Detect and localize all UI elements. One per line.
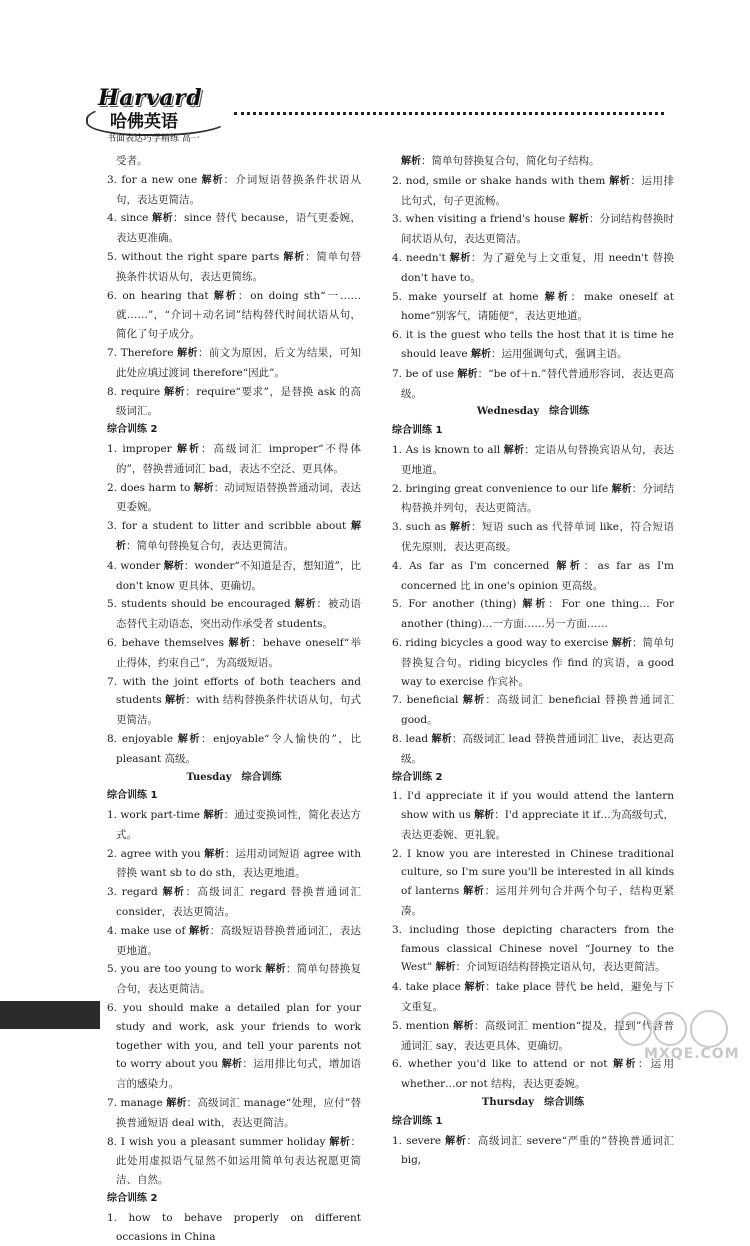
section-heading: 综合训练 2 bbox=[392, 771, 443, 783]
analysis-text: ：with 结构替换条件状语从句，句式更简洁。 bbox=[116, 694, 362, 727]
analysis-label: 解析 bbox=[177, 443, 202, 455]
section-heading: 综合训练 1 bbox=[392, 1115, 443, 1127]
answer-item bbox=[392, 557, 674, 596]
answer-item bbox=[392, 172, 674, 211]
answer-item bbox=[107, 1209, 361, 1246]
analysis-label: 解析 bbox=[329, 1136, 351, 1148]
answer-text: 6. it is the guest who tells the host that it is time he should leave bbox=[392, 329, 674, 360]
analysis-text: ：被动语态替代主动语态，突出动作承受者 students。 bbox=[116, 598, 362, 631]
analysis-label: 解析 bbox=[613, 1059, 638, 1071]
answer-item bbox=[392, 787, 674, 844]
answer-text: 6. on hearing that bbox=[107, 289, 214, 302]
analysis-text: ：简单句替换条件状语从句，表达更简练。 bbox=[116, 250, 362, 283]
answer-text: 2. bringing great convenience to our life bbox=[392, 482, 612, 495]
logo-chinese: 哈佛英语 bbox=[110, 112, 178, 132]
analysis-text: ：分词结构替换并列句，表达更简洁。 bbox=[401, 482, 674, 515]
analysis-label: 解析 bbox=[283, 251, 306, 263]
answer-item bbox=[107, 730, 361, 769]
analysis-text: ：高级词汇 manage“处理，应付”替换普通短语 deal with，表达更简洁。 bbox=[116, 1097, 362, 1129]
answer-text: 1. work part-time bbox=[107, 809, 204, 822]
analysis-label: 解析 bbox=[213, 290, 238, 302]
analysis-text: ：介词短语结构替换定语从句，表达更简洁。 bbox=[455, 961, 666, 974]
analysis-text: ：运用并列句合并两个句子，结构更紧凑。 bbox=[401, 885, 675, 918]
answer-text: 5. For another (thing) bbox=[392, 598, 523, 611]
answer-item bbox=[107, 344, 361, 383]
analysis-text: ：I'd appreciate it if…为高级句式，表达更委婉、更礼貌。 bbox=[401, 809, 675, 841]
answer-text: 2. nod, smile or shake hands with them bbox=[392, 174, 610, 187]
answer-text: 4. since bbox=[107, 212, 153, 225]
answer-text: 7. be of use bbox=[392, 367, 458, 380]
analysis-text: ：高级词汇 lead 替换普通词汇 live，表达更高级。 bbox=[401, 732, 675, 765]
analysis-label: 解析 bbox=[611, 483, 632, 495]
answer-item bbox=[107, 999, 361, 1094]
analysis-label: 解析 bbox=[431, 733, 452, 745]
answer-item bbox=[392, 845, 674, 921]
analysis-label: 解析 bbox=[189, 925, 210, 937]
header-dotted-rule bbox=[234, 112, 664, 115]
answer-item bbox=[107, 248, 361, 287]
answer-text: 7. with the joint efforts of both teachers and students bbox=[107, 675, 361, 707]
analysis-label: 解析 bbox=[163, 560, 184, 572]
answer-item bbox=[107, 673, 361, 730]
analysis-label: 解析 bbox=[470, 348, 491, 360]
section-heading: 综合训练 1 bbox=[107, 790, 158, 802]
analysis-label: 解析 bbox=[609, 175, 631, 187]
analysis-label: 解析 bbox=[464, 982, 486, 994]
logo-subtitle: 书面表达巧学精练 高一 bbox=[107, 134, 200, 144]
analysis-text: ：wonder“不知道是否，想知道”，比 don't know 更具体、更确切。 bbox=[116, 559, 361, 592]
answer-text: 1. As is known to all bbox=[392, 443, 504, 456]
answer-item bbox=[392, 480, 674, 519]
answer-text: 4. needn't bbox=[392, 251, 450, 264]
analysis-label: 解析 bbox=[165, 695, 186, 707]
answer-text: 4. make use of bbox=[107, 924, 190, 937]
analysis-label: 解析 bbox=[193, 482, 214, 494]
analysis-text: ：behave oneself“举止得体，约束自己”，为高级短语。 bbox=[116, 636, 361, 669]
day-heading: Wednesday 综合训练 bbox=[476, 406, 590, 418]
answer-text: 8. require bbox=[107, 385, 165, 398]
answer-item bbox=[392, 921, 674, 978]
answer-item bbox=[107, 595, 361, 634]
analysis-label: 解析 bbox=[544, 291, 571, 303]
analysis-label: 解析 bbox=[401, 156, 421, 167]
analysis-text: ：on doing sth“一……就……”，“介词＋动名词”结构替代时间状语从句，简化了句子成分。 bbox=[116, 289, 362, 341]
analysis-text: ：通过变换词性，简化表达方式。 bbox=[116, 809, 362, 841]
analysis-label: 解析 bbox=[522, 599, 549, 611]
analysis-text: ：“be of＋n.”替代普通形容词，表达更高级。 bbox=[401, 367, 674, 400]
answer-item bbox=[107, 517, 361, 557]
answer-text: 4. As far as I'm concerned bbox=[392, 559, 557, 572]
analysis-label: 解析 bbox=[152, 213, 174, 225]
answer-item bbox=[392, 691, 674, 730]
analysis-label: 解析 bbox=[449, 522, 471, 534]
analysis-text: ：enjoyable“令人愉快的”，比 pleasant 高级。 bbox=[116, 732, 362, 765]
answer-item bbox=[107, 287, 361, 344]
analysis-text: ：since 替代 because，语气更委婉，表达更准确。 bbox=[116, 212, 361, 245]
answer-text: 5. you are too young to work bbox=[107, 963, 266, 976]
analysis-text: ：分词结构替换时间状语从句，表达更简洁。 bbox=[401, 213, 674, 246]
answer-item bbox=[392, 595, 674, 634]
analysis-label: 解析 bbox=[445, 1135, 467, 1147]
answer-text: 7. Therefore bbox=[107, 346, 178, 359]
analysis-text: ：make oneself at home“别客气，请随便”，表达更地道。 bbox=[401, 290, 675, 323]
analysis-text: ：as far as I'm concerned 比 in one's opinion 更高级。 bbox=[401, 559, 675, 592]
analysis-text: ：运用强调句式，强调主语。 bbox=[490, 347, 628, 360]
analysis-text: ：运用排比句式，句子更流畅。 bbox=[401, 174, 675, 207]
answer-text: 1. improper bbox=[107, 442, 178, 455]
analysis-label: 解析 bbox=[162, 887, 186, 899]
answer-item bbox=[392, 634, 674, 691]
answer-text: 8. lead bbox=[392, 732, 432, 745]
answer-item bbox=[107, 1133, 361, 1190]
analysis-label: 解析 bbox=[503, 444, 525, 456]
answer-text: 3. for a student to litter and scribble about bbox=[107, 520, 351, 533]
analysis-text: ：高级词汇 improper“不得体的”，替换普通词汇 bad，表达不空泛、更具体。 bbox=[116, 442, 361, 475]
answer-text: 2. agree with you bbox=[107, 847, 205, 860]
analysis-label: 解析 bbox=[204, 848, 225, 860]
answer-text: 7. manage bbox=[107, 1097, 167, 1110]
answer-item bbox=[107, 1094, 361, 1133]
logo-english: Harvard bbox=[98, 85, 203, 111]
analysis-text: ：简单句替换复合句。riding bicycles 作 find 的宾语，a good way to exercise 作宾补。 bbox=[401, 636, 675, 688]
section-heading: 综合训练 2 bbox=[107, 424, 158, 436]
answer-item bbox=[107, 634, 361, 673]
answer-text: 6. behave themselves bbox=[107, 636, 229, 649]
answer-text: 6. riding bicycles a good way to exercise bbox=[392, 636, 612, 649]
answer-text: 6. you should make a detailed plan for your study and work, ask your friends to work together with you, and tell your parents not to worry about you bbox=[107, 1002, 361, 1071]
answer-text: 1. severe bbox=[392, 1134, 446, 1147]
answer-item bbox=[107, 383, 361, 422]
answer-item bbox=[392, 518, 674, 557]
answer-item bbox=[107, 171, 361, 210]
analysis-label: 解析 bbox=[177, 347, 198, 359]
answer-text: 2. does harm to bbox=[107, 481, 194, 494]
analysis-label: 解析 bbox=[228, 637, 252, 649]
analysis-text: ：简单句替换复合句，简化句子结构。 bbox=[421, 155, 600, 167]
analysis-label: 解析 bbox=[265, 964, 286, 976]
answer-text: 3. such as bbox=[392, 521, 450, 534]
answer-text: 3. when visiting a friend's house bbox=[392, 213, 569, 226]
answer-item bbox=[392, 288, 674, 327]
answer-item bbox=[107, 883, 361, 922]
answer-text: 3. for a new one bbox=[107, 173, 202, 186]
answer-text: 4. wonder bbox=[107, 559, 164, 572]
analysis-text: ：require“要求”，是替换 ask 的高级词汇。 bbox=[116, 385, 361, 418]
section-heading: 综合训练 1 bbox=[392, 425, 443, 437]
answer-item bbox=[392, 441, 674, 480]
answer-item bbox=[107, 922, 361, 961]
analysis-text: ：前文为原因，后文为结果，可知此处应填过渡词 therefore“因此”。 bbox=[116, 346, 361, 379]
answer-text: 1. I'd appreciate it if you would attend the lantern show with us bbox=[392, 790, 674, 822]
analysis-text: ：高级词汇 beneficial 替换普通词汇 good。 bbox=[401, 694, 675, 727]
analysis-label: 解析 bbox=[177, 733, 202, 745]
analysis-label: 解析 bbox=[221, 1059, 243, 1071]
answer-text: 5. make yourself at home bbox=[392, 290, 545, 303]
answer-item bbox=[392, 326, 674, 365]
analysis-text: ：动词短语替换普通动词，表达更委婉。 bbox=[116, 481, 362, 514]
analysis-label: 解析 bbox=[463, 886, 485, 898]
answer-text: 5. students should be encouraged bbox=[107, 598, 295, 611]
answer-text: 8. enjoyable bbox=[107, 732, 178, 745]
analysis-label: 解析 bbox=[474, 810, 495, 822]
analysis-text: ：介词短语替换条件状语从句，表达更简洁。 bbox=[116, 173, 361, 206]
answer-text: 6. whether you'd like to attend or not bbox=[392, 1058, 614, 1071]
analysis-label: 解析 bbox=[611, 637, 632, 649]
answer-text: 5. mention bbox=[392, 1019, 454, 1032]
analysis-text: ：运用动词短语 agree with 替换 want sb to do sth，表达更地道。 bbox=[116, 847, 362, 880]
answer-text: 1. how to behave properly on different occasions in China bbox=[107, 1211, 361, 1243]
answer-text: 2. I know you are interested in Chinese traditional culture, so I'm sure you'll be interested in all kinds of lanterns bbox=[392, 847, 674, 898]
answer-item bbox=[392, 249, 674, 288]
analysis-text: ：take place 替代 be held，避免与下文重复。 bbox=[401, 981, 674, 1014]
corner-bar bbox=[0, 1001, 100, 1029]
day-heading: Thursday 综合训练 bbox=[481, 1097, 585, 1109]
section-heading: 综合训练 2 bbox=[107, 1193, 158, 1205]
watermark-logo bbox=[608, 1010, 743, 1071]
analysis-text: ：高级词汇 mention“提及，提到”代替普通词汇 say，表达更具体、更确切。 bbox=[401, 1019, 675, 1052]
answer-item bbox=[392, 365, 674, 404]
analysis-text: ：此处用虚拟语气显然不如运用简单句表达祝愿更简洁、自然。 bbox=[116, 1135, 361, 1187]
analysis-text: ：简单句替换复合句，表达更简洁。 bbox=[126, 539, 294, 552]
analysis-label: 解析 bbox=[294, 599, 317, 611]
answer-item bbox=[107, 960, 361, 999]
answer-item: 受者。 bbox=[116, 155, 148, 167]
answer-text: 3. including those depicting characters from the famous classical Chinese novel “Journey to the West” bbox=[392, 923, 674, 974]
analysis-text: ：For one thing… For another (thing)…一方面……另一方面…… bbox=[401, 598, 674, 631]
analysis-text: ：运用排比句式，增加语言的感染力。 bbox=[116, 1058, 362, 1091]
analysis-label: 解析 bbox=[166, 1098, 187, 1110]
day-heading: Tuesday 综合训练 bbox=[186, 771, 282, 783]
analysis-label: 解析 bbox=[116, 521, 361, 552]
analysis-label: 解析 bbox=[164, 386, 186, 398]
analysis-text: ：高级词汇 severe“严重的”替换普通词汇 big, bbox=[401, 1134, 675, 1167]
analysis-text: ：定语从句替换宾语从句，表达更地道。 bbox=[401, 443, 675, 476]
answer-item bbox=[392, 210, 674, 249]
left-column bbox=[107, 152, 361, 1246]
analysis-label: 解析 bbox=[457, 368, 478, 380]
analysis-label: 解析 bbox=[556, 560, 584, 572]
analysis-text: ：运用 whether…or not 结构，表达更委婉。 bbox=[401, 1058, 675, 1091]
answer-text: 4. take place bbox=[392, 981, 465, 994]
analysis-label: 解析 bbox=[203, 810, 224, 822]
analysis-text: ：高级短语替换普通词汇，表达更地道。 bbox=[116, 924, 362, 957]
answer-text: 8. I wish you a pleasant summer holiday bbox=[107, 1135, 330, 1148]
answer-text: 5. without the right spare parts bbox=[107, 250, 284, 263]
answer-item bbox=[107, 209, 361, 248]
answer-item bbox=[392, 730, 674, 769]
analysis-text: ：简单句替换复合句，表达更简洁。 bbox=[116, 963, 362, 996]
answer-text: 7. beneficial bbox=[392, 694, 463, 707]
answer-item bbox=[107, 479, 361, 518]
analysis-text: ：短语 such as 代替单词 like，符合短语优先原则，表达更高级。 bbox=[401, 521, 674, 553]
analysis-label: 解析 bbox=[568, 214, 589, 226]
analysis-text: ：高级词汇 regard 替换普通词汇 consider，表达更简洁。 bbox=[116, 886, 362, 919]
answer-item bbox=[392, 152, 674, 172]
answer-item bbox=[107, 806, 361, 845]
analysis-label: 解析 bbox=[449, 252, 472, 264]
watermark-text: MXQE.COM bbox=[644, 1046, 740, 1062]
answer-text: 3. regard bbox=[107, 886, 163, 899]
analysis-label: 解析 bbox=[435, 962, 456, 974]
analysis-label: 解析 bbox=[462, 695, 486, 707]
analysis-label: 解析 bbox=[453, 1020, 474, 1032]
answer-item bbox=[107, 845, 361, 884]
analysis-label: 解析 bbox=[201, 174, 224, 186]
page-header bbox=[86, 82, 666, 152]
answer-item bbox=[107, 440, 361, 479]
answer-item bbox=[107, 557, 361, 596]
answer-item bbox=[392, 1132, 674, 1171]
analysis-text: ：为了避免与上文重复，用 needn't 替换 don't have to。 bbox=[401, 251, 674, 284]
